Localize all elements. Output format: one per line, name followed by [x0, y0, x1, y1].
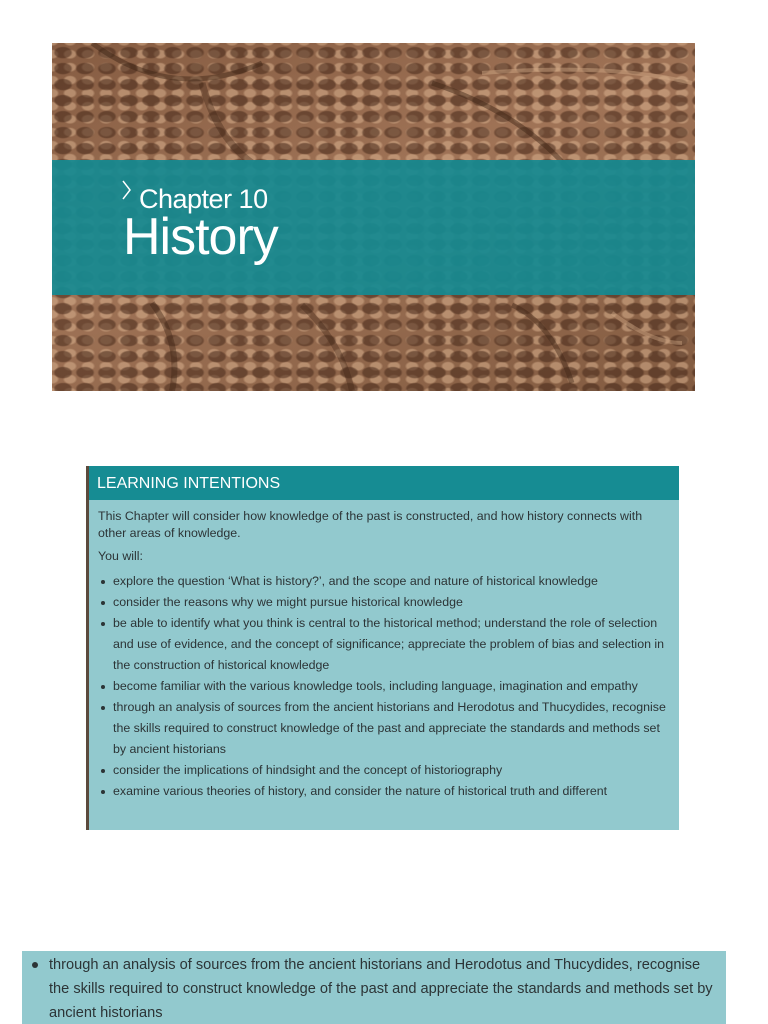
zoomed-item-text: through an analysis of sources from the ancient historians and Herodotus and Thucydides, recognise the skills required to construct knowledge of the past and appreciate the standards and methods set by ancient historians: [49, 957, 713, 1021]
intro-paragraph: This Chapter will consider how knowledge of the past is constructed, and how history connects with other areas of knowledge.: [98, 509, 643, 540]
learning-intentions-heading: LEARNING INTENTIONS: [89, 466, 679, 500]
learning-intentions-box: [86, 466, 679, 830]
list-item: be able to identify what you think is central to the historical method; understand the role of selection and use of evidence, and the concept of significance; appreciate the problem of bias and selection in the construction of historical knowledge: [98, 613, 669, 676]
chevron-right-icon: [122, 180, 132, 200]
you-will-label: You will:: [98, 549, 143, 563]
list-item: consider the implications of hindsight and the concept of historiography: [98, 760, 669, 781]
chapter-hero-banner: [52, 43, 695, 391]
list-item: through an analysis of sources from the ancient historians and Herodotus and Thucydides, recognise the skills required to construct knowledge of the past and appreciate the standards and methods set by ancient historians: [98, 697, 669, 760]
learning-intentions-list: [98, 571, 669, 802]
zoomed-list-item: [22, 951, 726, 1024]
list-item: become familiar with the various knowledge tools, including language, imagination and empathy: [98, 676, 669, 697]
list-item: explore the question ‘What is history?’, and the scope and nature of historical knowledge: [98, 571, 669, 592]
title-band: [52, 160, 695, 295]
learning-intentions-body: [89, 500, 679, 802]
chapter-number: Chapter 10: [139, 184, 268, 214]
list-item: examine various theories of history, and consider the nature of historical truth and different: [98, 781, 669, 802]
chapter-title: History: [123, 208, 278, 266]
zoomed-excerpt: [22, 951, 726, 1024]
bullet-icon: [32, 962, 38, 968]
list-item: consider the reasons why we might pursue historical knowledge: [98, 592, 669, 613]
